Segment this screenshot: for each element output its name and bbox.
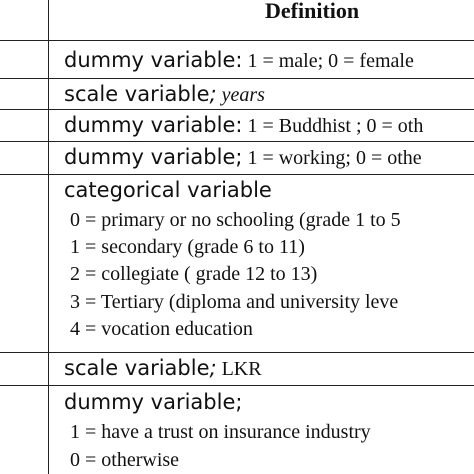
row-divider: [0, 109, 474, 110]
table-row: [64, 82, 265, 107]
category-item: 0 = primary or no schooling (grade 1 to 5: [70, 209, 401, 231]
separator: ;: [209, 82, 217, 106]
row-divider: [0, 385, 474, 386]
variable-type: scale variable: [64, 82, 210, 106]
category-item: 1 = secondary (grade 6 to 11): [70, 236, 305, 258]
variable-coding: 1 = male; 0 = female: [242, 50, 414, 72]
variable-type: dummy variable;: [64, 390, 243, 414]
variable-type: dummy variable:: [64, 113, 243, 137]
variable-type: scale variable: [64, 356, 210, 380]
table-row: [64, 356, 262, 381]
row-divider: [0, 78, 474, 79]
category-item: 3 = Tertiary (diploma and university leve: [70, 291, 399, 313]
table-row: [64, 145, 422, 170]
table-row: [64, 48, 414, 73]
column-header-definition: Definition: [265, 0, 360, 23]
table-row: [64, 113, 423, 138]
variable-type: categorical variable: [64, 178, 272, 202]
row-divider: [0, 40, 474, 41]
separator: ;: [209, 356, 217, 380]
variable-type: dummy variable;: [64, 145, 243, 169]
category-item: 0 = otherwise: [70, 449, 180, 471]
variable-coding: LKR: [216, 358, 262, 380]
row-divider: [0, 141, 474, 142]
variable-type: dummy variable:: [64, 48, 243, 72]
variable-coding: years: [216, 84, 265, 106]
category-item: 1 = have a trust on insurance industry: [70, 421, 371, 443]
variable-coding: 1 = Buddhist ; 0 = oth: [242, 115, 424, 137]
category-item: 2 = collegiate ( grade 12 to 13): [70, 263, 318, 285]
row-divider: [0, 352, 474, 353]
row-divider: [0, 174, 474, 175]
variable-coding: 1 = working; 0 = othe: [242, 147, 422, 169]
category-item: 4 = vocation education: [70, 318, 253, 340]
column-divider: [48, 0, 49, 474]
